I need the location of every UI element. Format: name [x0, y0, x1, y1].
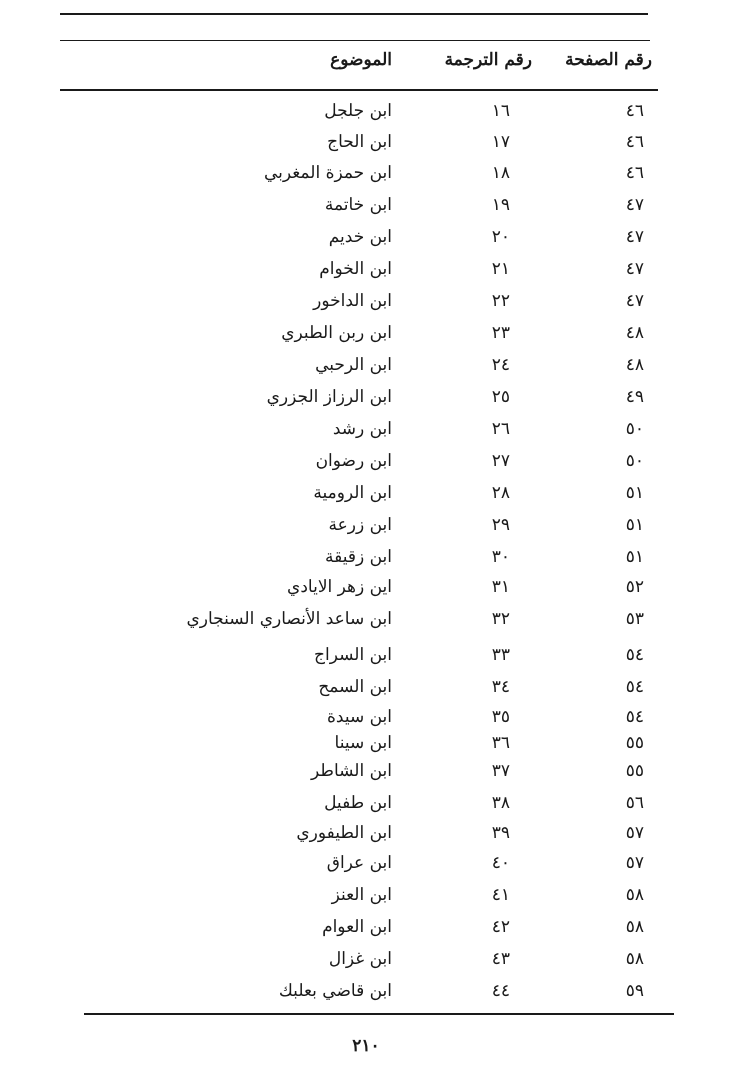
page-number-cell: ٥٤ — [625, 677, 644, 697]
page-number-cell: ٤٦ — [625, 163, 644, 183]
entry-number-cell: ٤٢ — [491, 917, 510, 937]
entry-number-cell: ٤٠ — [491, 853, 510, 873]
page-number-cell: ٥١ — [625, 547, 644, 567]
topic-cell: ابن الطيفوري — [296, 823, 392, 843]
entry-number-cell: ٢٢ — [491, 291, 510, 311]
page-number-cell: ٥٨ — [625, 917, 644, 937]
table-row — [0, 912, 732, 942]
topic-cell: ابن سينا — [334, 733, 392, 753]
topic-cell: ابن غزال — [328, 949, 392, 969]
table-row — [0, 640, 732, 670]
entry-number-cell: ٣٨ — [491, 793, 510, 813]
table-row — [0, 222, 732, 252]
entry-number-cell: ٣٦ — [491, 733, 510, 753]
topic-cell: ابن عراق — [326, 853, 392, 873]
table-row — [0, 414, 732, 444]
table-row — [0, 96, 732, 126]
entry-number-cell: ٢٧ — [491, 451, 510, 471]
topic-cell: ابن قاضي بعلبك — [278, 981, 392, 1001]
entry-number-cell: ٣١ — [491, 577, 510, 597]
table-row — [0, 572, 732, 602]
topic-cell: ابن الرزاز الجزري — [266, 387, 392, 407]
table-row — [0, 446, 732, 476]
topic-cell: ابن حمزة المغربي — [263, 163, 392, 183]
page-number-cell: ٥٥ — [625, 761, 644, 781]
entry-number-cell: ١٩ — [491, 195, 510, 215]
table-row — [0, 880, 732, 910]
topic-cell: ابن طفيل — [324, 793, 392, 813]
page-number-cell: ٥٤ — [625, 707, 644, 727]
topic-cell: ابن زقيقة — [325, 547, 392, 567]
page-number-cell: ٤٨ — [625, 355, 644, 375]
table-row — [0, 976, 732, 1006]
table-row — [0, 350, 732, 380]
table-row — [0, 158, 732, 188]
topic-cell: ابن الرحبي — [315, 355, 392, 375]
table-row — [0, 254, 732, 284]
entry-number-cell: ٤١ — [491, 885, 510, 905]
page-number-cell: ٤٧ — [625, 227, 644, 247]
page-number-cell: ٤٧ — [625, 195, 644, 215]
entry-number-cell: ١٧ — [491, 132, 510, 152]
page-number-cell: ٥٩ — [625, 981, 644, 1001]
table-row — [0, 318, 732, 348]
entry-number-cell: ٣٢ — [491, 609, 510, 629]
table-row — [0, 478, 732, 508]
entry-number-cell: ٢٤ — [491, 355, 510, 375]
topic-cell: ابن الشاطر — [311, 761, 392, 781]
topic-cell: ابن السراج — [314, 645, 392, 665]
table-row — [0, 286, 732, 316]
page-number-cell: ٤٦ — [625, 132, 644, 152]
entry-number-cell: ٤٤ — [491, 981, 510, 1001]
table-row — [0, 672, 732, 702]
entry-number-cell: ٢١ — [491, 259, 510, 279]
page-number-cell: ٤٦ — [625, 101, 644, 121]
entry-number-cell: ١٨ — [491, 163, 510, 183]
topic-cell: ابن الرومية — [313, 483, 392, 503]
topic-cell: ابن خاتمة — [324, 195, 392, 215]
topic-cell: اين زهر الايادي — [287, 577, 392, 597]
topic-cell: ابن رضوان — [315, 451, 392, 471]
entry-number-cell: ٣٤ — [491, 677, 510, 697]
topic-cell: ابن خديم — [328, 227, 392, 247]
table-row — [0, 944, 732, 974]
topic-cell: ابن العوام — [322, 917, 392, 937]
topic-cell: ابن زرعة — [328, 515, 392, 535]
table-row — [0, 604, 732, 634]
page-number-cell: ٥٧ — [625, 853, 644, 873]
topic-cell: ابن رشد — [332, 419, 392, 439]
table-row — [0, 510, 732, 540]
bottom-rule — [84, 1013, 674, 1015]
entry-number-cell: ٢٣ — [491, 323, 510, 343]
entry-number-cell: ٢٠ — [491, 227, 510, 247]
entry-number-cell: ٣٧ — [491, 761, 510, 781]
table-row — [0, 382, 732, 412]
entry-number-cell: ٣٣ — [491, 645, 510, 665]
page-number-cell: ٤٧ — [625, 259, 644, 279]
header-page-number: رقم الصفحة — [565, 50, 652, 70]
topic-cell: ابن جلجل — [324, 101, 392, 121]
table-row — [0, 542, 732, 572]
page-number-cell: ٥٢ — [625, 577, 644, 597]
table-row — [0, 818, 732, 848]
page-number-cell: ٥٤ — [625, 645, 644, 665]
topic-cell: ابن الحاج — [327, 132, 392, 152]
entry-number-cell: ٢٩ — [491, 515, 510, 535]
entry-number-cell: ٢٨ — [491, 483, 510, 503]
table-row — [0, 756, 732, 786]
page-number: ٢١٠ — [352, 1036, 380, 1056]
topic-cell: ابن سيدة — [326, 707, 392, 727]
entry-number-cell: ٣٠ — [491, 547, 510, 567]
table-row — [0, 190, 732, 220]
entry-number-cell: ١٦ — [491, 101, 510, 121]
page-number-cell: ٥١ — [625, 515, 644, 535]
page-number-cell: ٥١ — [625, 483, 644, 503]
table-row — [0, 788, 732, 818]
table-row — [0, 848, 732, 878]
page-number-cell: ٤٧ — [625, 291, 644, 311]
topic-cell: ابن ساعد الأنصاري السنجاري — [186, 609, 392, 629]
entry-number-cell: ٤٣ — [491, 949, 510, 969]
entry-number-cell: ٢٦ — [491, 419, 510, 439]
page-number-cell: ٥٧ — [625, 823, 644, 843]
page-number-cell: ٥٠ — [625, 419, 644, 439]
page-number-cell: ٥٣ — [625, 609, 644, 629]
topic-cell: ابن العنز — [331, 885, 392, 905]
header-entry-number: رقم الترجمة — [444, 50, 532, 70]
entry-number-cell: ٣٩ — [491, 823, 510, 843]
topic-cell: ابن ربن الطبري — [281, 323, 392, 343]
topic-cell: ابن السمح — [318, 677, 392, 697]
table-row — [0, 127, 732, 157]
page-number-cell: ٥٥ — [625, 733, 644, 753]
table-row — [0, 728, 732, 758]
entry-number-cell: ٢٥ — [491, 387, 510, 407]
page-number-cell: ٥٨ — [625, 885, 644, 905]
header-topic: الموضوع — [330, 50, 392, 70]
topic-cell: ابن الداخور — [313, 291, 392, 311]
page-number-cell: ٥٦ — [625, 793, 644, 813]
page-number-cell: ٤٩ — [625, 387, 644, 407]
page-number-cell: ٥٨ — [625, 949, 644, 969]
topic-cell: ابن الخوام — [319, 259, 392, 279]
page-number-cell: ٥٠ — [625, 451, 644, 471]
page-number-cell: ٤٨ — [625, 323, 644, 343]
entry-number-cell: ٣٥ — [491, 707, 510, 727]
